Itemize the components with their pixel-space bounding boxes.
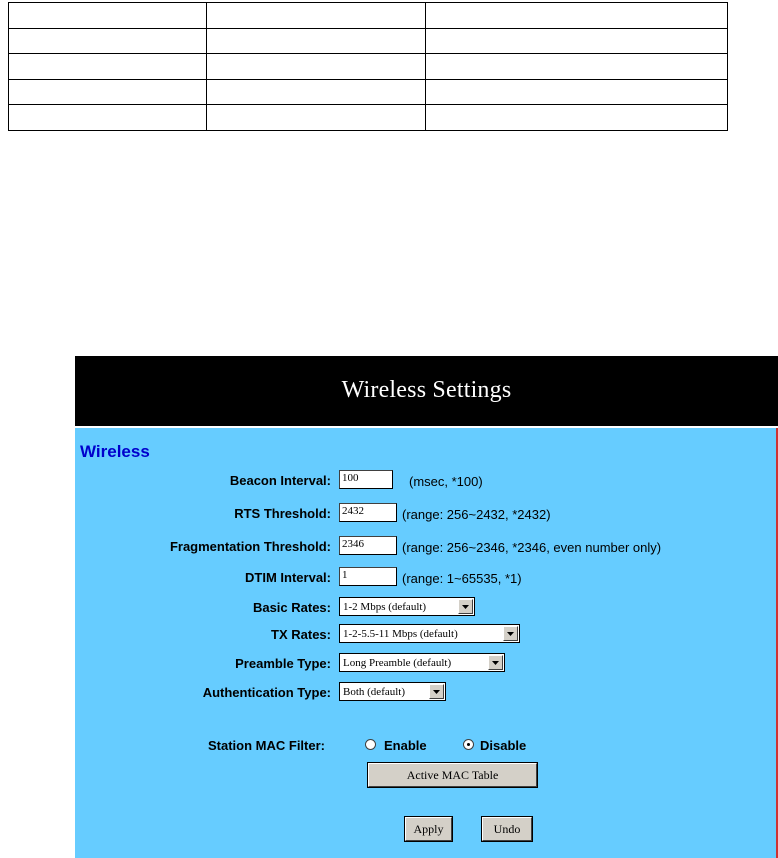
active-mac-table-button[interactable]: Active MAC Table [368, 763, 537, 787]
table-cell [426, 54, 728, 80]
dtim-interval-hint: (range: 1~65535, *1) [402, 571, 522, 586]
table-cell [207, 3, 426, 29]
basic-rates-label: Basic Rates: [252, 600, 331, 615]
rts-threshold-label: RTS Threshold: [234, 506, 331, 521]
basic-rates-row [75, 596, 778, 620]
beacon-interval-row [75, 469, 778, 493]
tx-rates-value: 1-2-5.5-11 Mbps (default) [343, 627, 458, 640]
apply-button[interactable]: Apply [405, 817, 452, 841]
tx-rates-select[interactable] [339, 624, 520, 643]
dtim-interval-label: DTIM Interval: [245, 570, 331, 585]
enable-radio[interactable] [365, 739, 376, 750]
table-cell [426, 3, 728, 29]
rts-threshold-input[interactable]: 2432 [339, 503, 397, 522]
empty-grid-table [8, 2, 728, 131]
undo-button[interactable]: Undo [482, 817, 532, 841]
fragmentation-threshold-input[interactable]: 2346 [339, 536, 397, 555]
table-row [9, 3, 728, 29]
disable-radio-label[interactable]: Disable [480, 738, 527, 753]
basic-rates-select[interactable] [339, 597, 475, 616]
disable-radio[interactable] [463, 739, 474, 750]
authentication-type-row [75, 681, 778, 705]
dtim-interval-input[interactable]: 1 [339, 567, 397, 586]
table-cell [9, 105, 207, 131]
table-cell [9, 28, 207, 54]
chevron-down-icon[interactable] [488, 655, 503, 670]
beacon-interval-hint: (msec, *100) [409, 474, 483, 489]
table-row [9, 105, 728, 131]
table-cell [207, 105, 426, 131]
enable-radio-label[interactable]: Enable [384, 738, 427, 753]
table-row [9, 54, 728, 80]
table-cell [207, 28, 426, 54]
fragmentation-threshold-hint: (range: 256~2346, *2346, even number only) [402, 540, 662, 555]
tx-rates-label: TX Rates: [271, 627, 331, 642]
chevron-down-icon[interactable] [458, 599, 473, 614]
tx-rates-row [75, 623, 778, 647]
dtim-interval-row [75, 566, 778, 590]
preamble-type-row [75, 652, 778, 676]
chevron-down-icon[interactable] [429, 684, 444, 699]
beacon-interval-label: Beacon Interval: [229, 473, 331, 488]
rts-threshold-hint: (range: 256~2432, *2432) [402, 507, 551, 522]
section-title: Wireless [80, 442, 150, 461]
preamble-type-value: Long Preamble (default) [343, 656, 452, 669]
rts-threshold-row [75, 502, 778, 526]
station-mac-filter-row [75, 736, 778, 758]
table-row [9, 79, 728, 105]
basic-rates-value: 1-2 Mbps (default) [343, 600, 427, 613]
authentication-type-value: Both (default) [343, 685, 406, 698]
table-cell [9, 54, 207, 80]
authentication-type-select[interactable] [339, 682, 446, 701]
page-title: Wireless Settings [341, 377, 512, 403]
table-cell [207, 79, 426, 105]
fragmentation-threshold-row [75, 535, 778, 559]
table-cell [426, 105, 728, 131]
table-cell [9, 3, 207, 29]
table-cell [207, 54, 426, 80]
wireless-settings-panel [75, 356, 778, 858]
table-cell [9, 79, 207, 105]
table-row [9, 28, 728, 54]
station-mac-filter-label: Station MAC Filter: [208, 738, 325, 753]
chevron-down-icon[interactable] [503, 626, 518, 641]
panel-header [75, 356, 778, 428]
preamble-type-select[interactable] [339, 653, 505, 672]
preamble-type-label: Preamble Type: [235, 656, 331, 671]
authentication-type-label: Authentication Type: [202, 685, 331, 700]
beacon-interval-input[interactable]: 100 [339, 470, 393, 489]
table-cell [426, 28, 728, 54]
table-cell [426, 79, 728, 105]
fragmentation-threshold-label: Fragmentation Threshold: [169, 539, 331, 554]
